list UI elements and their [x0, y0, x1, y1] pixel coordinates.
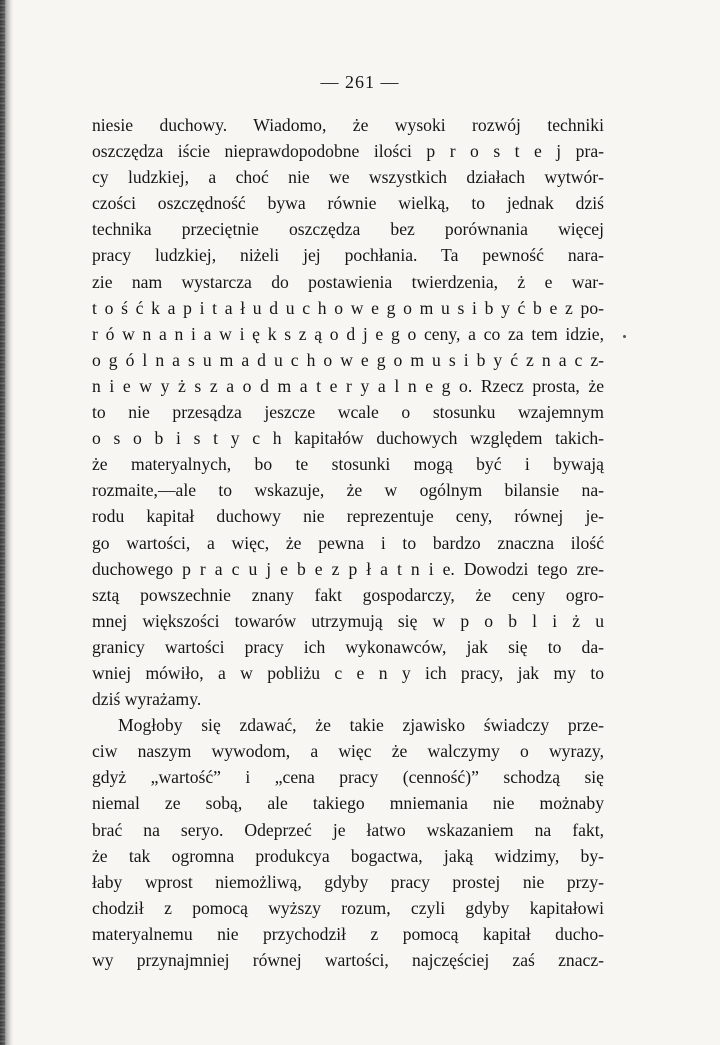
text-line: duchowego p r a c u j e b e z p ł a t n i e. Dowodzi tego zre‑ [92, 558, 604, 579]
text-line: cy ludzkiej, a choć nie we wszystkich działach wytwór‑ [92, 167, 604, 188]
text-line: n i e w y ż s z a o d m a t e r y a l n e g o. Rzecz prosta, że [92, 375, 604, 396]
text-line: wniej mówiło, a w pobliżu c e n y ich pracy, jak my to [92, 662, 604, 683]
text-line: niesie duchowy. Wiadomo, że wysoki rozwój techniki [92, 115, 604, 135]
text-line: o g ó l n a s u m a d u c h o w e g o m u s i b y ć z n a c z‑ [92, 349, 604, 370]
text-line: granicy wartości pracy ich wykonawców, jak się to da‑ [92, 636, 604, 657]
paragraph-start-line: Mogłoby się zdawać, że takie zjawisko świadczy prze‑ [118, 715, 604, 736]
text-line: pracy ludzkiej, niżeli jej pochłania. Ta pewność nara‑ [92, 245, 604, 266]
text-line: zie nam wystarcza do postawienia twierdzenia, ż e war‑ [92, 271, 604, 292]
text-line: czości oszczędność bywa równie wielką, to jednak dziś [92, 193, 604, 214]
text-line: niemal ze sobą, ale takiego mniemania nie możnaby [92, 793, 604, 814]
text-line: brać na seryo. Odeprzeć je łatwo wskazaniem na fakt, [92, 819, 604, 840]
text-line: ciw naszym wywodom, a więc że walczymy o wyrazy, [92, 741, 604, 762]
text-line: go wartości, a więc, że pewna i to bardzo znaczna ilość [92, 532, 604, 553]
text-line: o s o b i s t y c h kapitałów duchowych względem takich‑ [92, 428, 604, 449]
text-line: r ó w n a n i a w i ę k s z ą o d j e g o ceny, a co za tem idzie, [92, 323, 604, 344]
text-line: łaby wprost niemożliwą, gdyby pracy prostej nie przy‑ [92, 871, 604, 892]
text-line: rozmaite,—ale to wskazuje, że w ogólnym bilansie na‑ [92, 480, 604, 501]
text-line: mnej większości towarów utrzymują się w p o b l i ż u [92, 610, 604, 631]
print-speck [623, 335, 626, 338]
text-line: to nie przesądza jeszcze wcale o stosunku wzajemnym [92, 402, 604, 423]
body-text [92, 112, 604, 973]
page-number: — 261 — [320, 72, 400, 92]
text-line: gdyż „wartość” i „cena pracy (cenność)” schodzą się [92, 767, 604, 788]
binding-texture [0, 0, 5, 1045]
text-line: technika przeciętnie oszczędza bez porównania więcej [92, 219, 604, 240]
text-line: że tak ogromna produkcya bogactwa, jaką widzimy, by‑ [92, 845, 604, 866]
text-line: rodu kapitał duchowy nie reprezentuje ceny, równej je‑ [92, 506, 604, 527]
text-line: t o ś ć k a p i t a ł u d u c h o w e g o m u s i b y ć b e z po‑ [92, 297, 604, 318]
text-line: wy przynajmniej równej wartości, najczęściej zaś znacz‑ [92, 950, 604, 970]
text-line: że materyalnych, bo te stosunki mogą być i bywają [92, 454, 604, 475]
text-line: oszczędza iście nieprawdopodobne ilości p r o s t e j pra‑ [92, 141, 604, 162]
paragraph-end-line: dziś wyrażamy. [92, 689, 202, 710]
text-line: sztą powszechnie znany fakt gospodarczy, że ceny ogro‑ [92, 584, 604, 605]
text-line: chodził z pomocą wyższy rozum, czyli gdyby kapitałowi [92, 897, 604, 918]
text-line: materyalnemu nie przychodził z pomocą kapitał ducho‑ [92, 923, 604, 944]
